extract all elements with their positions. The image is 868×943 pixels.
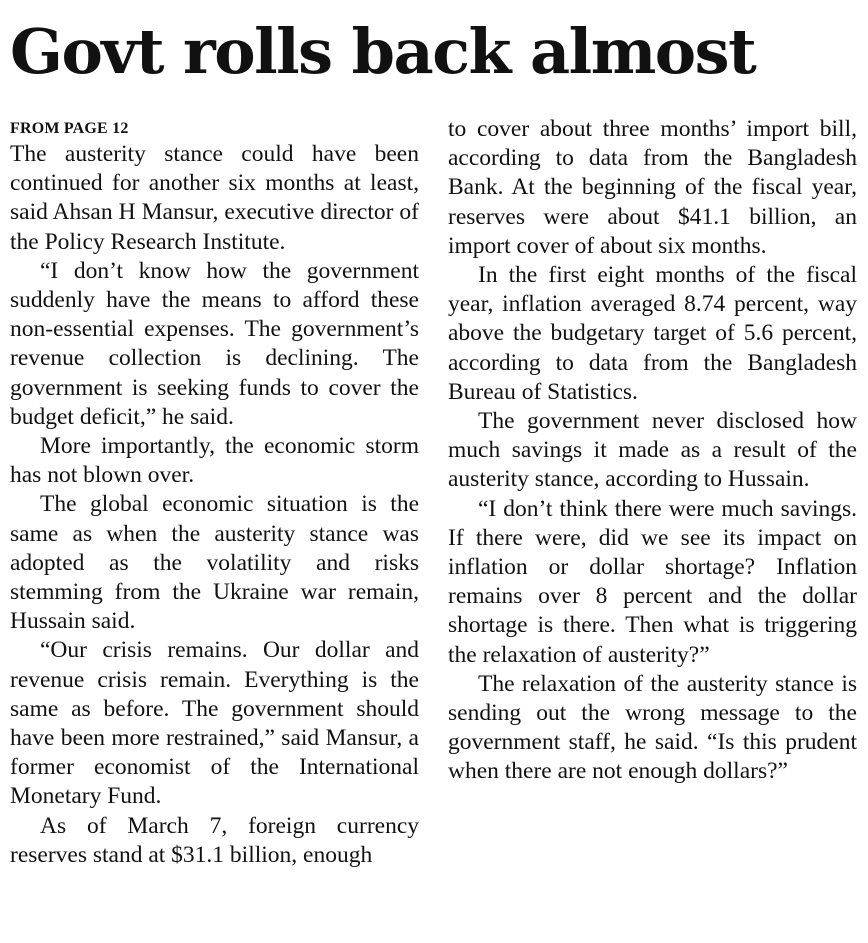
paragraph: “I don’t think there were much savings. If there were, did we see its impact on inflation or dollar shortage? Inflation remains over 8 percent and the dollar shortage is there. Then what is triggering the relaxation of austerity?”	[448, 495, 857, 668]
paragraph: “I don’t know how the government suddenly have the means to afford these non-essential expenses. The government’s revenue collection is declining. The government is seeking funds to cover the budget deficit,” he said.	[10, 257, 419, 430]
paragraph: The government never disclosed how much savings it made as a result of the austerity stance, according to Hussain.	[448, 408, 857, 493]
continuation-kicker: FROM PAGE 12	[10, 120, 129, 137]
paragraph: The relaxation of the austerity stance is sending out the wrong message to the government staff, he said. “Is this prudent when there are not enough dollars?”	[448, 670, 857, 785]
paragraph: More importantly, the economic storm has not blown over.	[10, 433, 419, 489]
paragraph: The global economic situation is the same as when the austerity stance was adopted as the volatility and risks stemming from the Ukraine war remain, Hussain said.	[10, 491, 419, 635]
paragraph: “Our crisis remains. Our dollar and revenue crisis remain. Everything is the same as before. The government should have been more restrained,” said Mansur, a former economist of the International Monetary Fund.	[10, 637, 419, 810]
article-column-left	[10, 115, 419, 870]
paragraph: The austerity stance could have been continued for another six months at least, said Ahsan H Mansur, executive director of the Policy Research Institute.	[10, 141, 419, 255]
headline: Govt rolls back almost	[10, 15, 756, 88]
paragraph: As of March 7, foreign currency reserves stand at $31.1 billion, enough	[10, 812, 419, 868]
paragraph: to cover about three months’ import bill, according to data from the Bangladesh Bank. At the beginning of the fiscal year, reserves were about $41.1 billion, an import cover of about six months.	[448, 116, 857, 259]
paragraph: In the first eight months of the fiscal year, inflation averaged 8.74 percent, way above the budgetary target of 5.6 percent, according to data from the Bangladesh Bureau of Statistics.	[448, 262, 857, 405]
article-column-right	[448, 115, 857, 787]
